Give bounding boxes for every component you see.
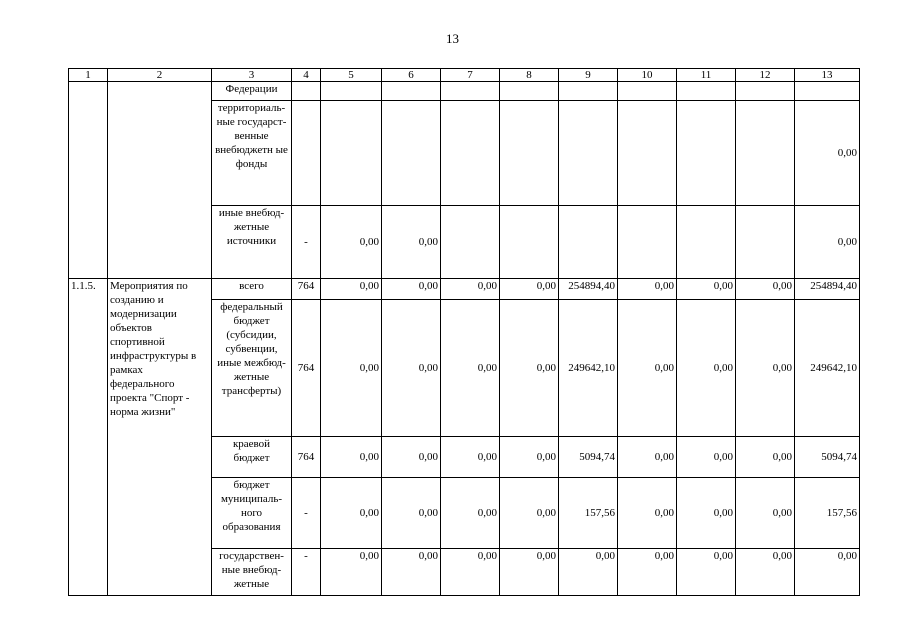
value-cell — [559, 206, 618, 279]
value-cell: 0,00 — [441, 300, 500, 437]
value-cell — [500, 82, 559, 101]
budget-table — [68, 68, 860, 596]
funding-source: Федерации — [212, 82, 292, 101]
value-cell: 0,00 — [382, 437, 441, 478]
column-header: 11 — [677, 69, 736, 82]
value-cell: 0,00 — [736, 437, 795, 478]
value-cell: 0,00 — [382, 279, 441, 300]
value-cell: 157,56 — [795, 478, 860, 549]
column-header: 7 — [441, 69, 500, 82]
value-cell — [441, 101, 500, 206]
value-cell: 0,00 — [677, 549, 736, 596]
table-row — [69, 82, 860, 101]
value-cell: 0,00 — [321, 279, 382, 300]
column-header: 12 — [736, 69, 795, 82]
value-cell: 0,00 — [795, 549, 860, 596]
code-cell: - — [292, 549, 321, 596]
value-cell: 0,00 — [736, 300, 795, 437]
value-cell — [795, 82, 860, 101]
value-cell: 5094,74 — [795, 437, 860, 478]
code-cell — [292, 101, 321, 206]
value-cell: 0,00 — [321, 549, 382, 596]
value-cell — [618, 206, 677, 279]
value-cell — [382, 101, 441, 206]
value-cell — [441, 206, 500, 279]
value-cell: 5094,74 — [559, 437, 618, 478]
value-cell: 0,00 — [736, 478, 795, 549]
column-header: 2 — [108, 69, 212, 82]
column-header: 13 — [795, 69, 860, 82]
value-cell: 0,00 — [736, 279, 795, 300]
value-cell: 0,00 — [559, 549, 618, 596]
value-cell: 0,00 — [677, 300, 736, 437]
code-cell: 764 — [292, 300, 321, 437]
funding-source: иные внебюд-жетные источники — [212, 206, 292, 279]
code-cell: 764 — [292, 279, 321, 300]
value-cell — [677, 206, 736, 279]
value-cell — [500, 101, 559, 206]
value-cell: 0,00 — [677, 437, 736, 478]
value-cell: 0,00 — [382, 300, 441, 437]
value-cell — [677, 82, 736, 101]
value-cell — [736, 101, 795, 206]
value-cell: 0,00 — [382, 478, 441, 549]
value-cell: 0,00 — [736, 549, 795, 596]
value-cell — [677, 101, 736, 206]
value-cell: 157,56 — [559, 478, 618, 549]
code-cell — [292, 82, 321, 101]
value-cell: 254894,40 — [795, 279, 860, 300]
value-cell: 0,00 — [500, 279, 559, 300]
table-row — [69, 279, 860, 300]
value-cell: 0,00 — [321, 437, 382, 478]
column-header: 4 — [292, 69, 321, 82]
funding-source: территориаль-ные государст-венные внебюджетн ые фонды — [212, 101, 292, 206]
value-cell: 0,00 — [618, 437, 677, 478]
value-cell: 0,00 — [677, 478, 736, 549]
funding-source: краевой бюджет — [212, 437, 292, 478]
value-cell — [559, 101, 618, 206]
value-cell — [618, 101, 677, 206]
value-cell — [321, 82, 382, 101]
funding-source: бюджет муниципаль-ного образования — [212, 478, 292, 549]
value-cell: 254894,40 — [559, 279, 618, 300]
value-cell: 0,00 — [441, 549, 500, 596]
index-cell — [69, 82, 108, 279]
value-cell: 0,00 — [618, 478, 677, 549]
header-row — [69, 69, 860, 82]
page-number: 13 — [446, 31, 459, 46]
index-cell: 1.1.5. — [69, 279, 108, 596]
value-cell: 0,00 — [618, 300, 677, 437]
funding-source: государствен-ные внебюд-жетные — [212, 549, 292, 596]
value-cell — [382, 82, 441, 101]
value-cell — [618, 82, 677, 101]
name-cell — [108, 82, 212, 279]
value-cell: 0,00 — [500, 300, 559, 437]
value-cell — [321, 101, 382, 206]
code-cell: - — [292, 478, 321, 549]
value-cell: 0,00 — [441, 437, 500, 478]
funding-source: федеральный бюджет (субсидии, субвенции, иные межбюд-жетные трансферты) — [212, 300, 292, 437]
value-cell: 0,00 — [441, 478, 500, 549]
value-cell — [441, 82, 500, 101]
value-cell: 0,00 — [795, 206, 860, 279]
value-cell: 0,00 — [382, 206, 441, 279]
value-cell: 0,00 — [500, 478, 559, 549]
measure-name: Мероприятия по созданию и модернизации объектов спортивной инфраструктуры в рамках федерального проекта "Спорт - норма жизни" — [108, 279, 212, 596]
value-cell: 249642,10 — [559, 300, 618, 437]
value-cell: 0,00 — [618, 279, 677, 300]
value-cell: 249642,10 — [795, 300, 860, 437]
column-header: 5 — [321, 69, 382, 82]
value-cell — [736, 206, 795, 279]
column-header: 9 — [559, 69, 618, 82]
value-cell: 0,00 — [500, 437, 559, 478]
value-cell — [500, 206, 559, 279]
code-cell: 764 — [292, 437, 321, 478]
value-cell — [559, 82, 618, 101]
column-header: 10 — [618, 69, 677, 82]
value-cell: 0,00 — [321, 478, 382, 549]
value-cell: 0,00 — [500, 549, 559, 596]
column-header: 8 — [500, 69, 559, 82]
column-header: 6 — [382, 69, 441, 82]
value-cell: 0,00 — [795, 101, 860, 206]
value-cell: 0,00 — [441, 279, 500, 300]
funding-source: всего — [212, 279, 292, 300]
code-cell: - — [292, 206, 321, 279]
value-cell: 0,00 — [382, 549, 441, 596]
value-cell: 0,00 — [321, 206, 382, 279]
value-cell — [736, 82, 795, 101]
column-header: 1 — [69, 69, 108, 82]
column-header: 3 — [212, 69, 292, 82]
value-cell: 0,00 — [677, 279, 736, 300]
value-cell: 0,00 — [321, 300, 382, 437]
value-cell: 0,00 — [618, 549, 677, 596]
